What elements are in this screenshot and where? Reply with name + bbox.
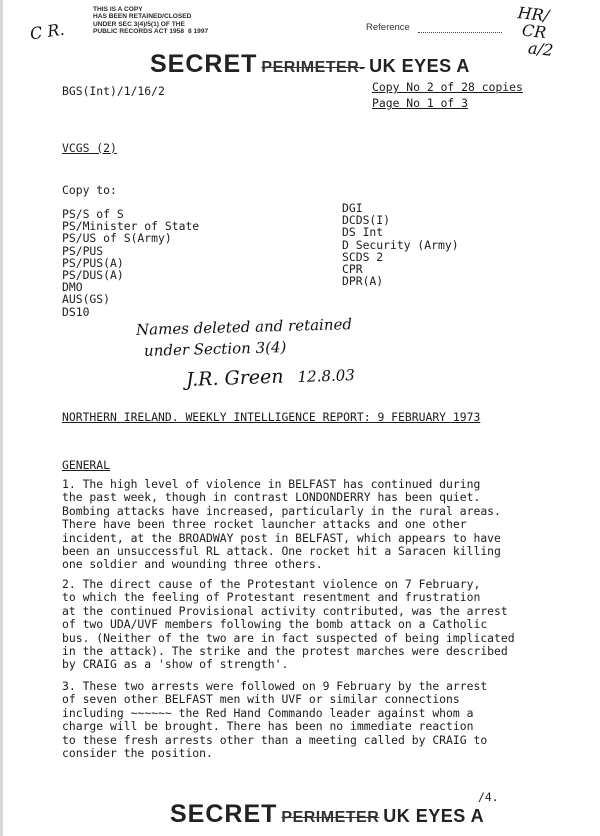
section-heading: GENERAL: [62, 458, 111, 472]
copy-recipient: DS10: [62, 304, 90, 319]
copy-recipient: DS Int: [342, 225, 384, 240]
paragraph-line: of two UDA/UVF members following the bomb attack on a Catholic: [62, 617, 488, 632]
paragraph-2: [62, 578, 582, 672]
corner-annotation-line: CR: [521, 20, 548, 43]
paragraph-line: incident, at the BROADWAY post in BELFAST, which appears to have: [62, 530, 501, 545]
archive-stamp-line: UNDER SEC 3(4)/5(1) OF THE: [93, 20, 185, 28]
classification-footer: [170, 800, 484, 829]
handwritten-note-line: Names deleted and retained: [135, 315, 353, 339]
copy-number: Copy No 2 of 28 copies: [372, 80, 523, 94]
corner-annotation: [513, 4, 557, 59]
copy-recipient: AUS(GS): [62, 292, 111, 307]
copy-recipient: DMO: [62, 280, 83, 295]
copy-recipient: PS/PUS: [62, 243, 104, 258]
archive-stamp-line: THIS IS A COPY: [93, 6, 143, 13]
copy-recipient: PS/S of S: [62, 207, 124, 221]
copy-recipient: CPR: [342, 262, 363, 277]
paragraph-line: 3. These two arrests were followed on 9 February by the arrest: [62, 679, 488, 693]
paragraph-line: in the attack). The strike and the protest marches were described: [62, 644, 508, 659]
copy-recipient: D Security (Army): [342, 237, 459, 252]
reference-line: [418, 32, 502, 33]
paragraph-line: to which the feeling of Protestant resentment and frustration: [62, 590, 481, 605]
paragraph-line: by CRAIG as a 'show of strength'.: [62, 657, 289, 672]
copy-to-label: Copy to:: [62, 183, 117, 197]
report-title: NORTHERN IRELAND. WEEKLY INTELLIGENCE REPORT: 9 FEBRUARY 1973: [62, 410, 481, 424]
reference-label: Reference: [366, 22, 410, 33]
paragraph-1: [62, 478, 582, 572]
copy-recipient: DPR(A): [342, 274, 384, 289]
paragraph-line: 2. The direct cause of the Protestant violence on 7 February,: [62, 577, 481, 591]
archive-stamp-line: HAS BEEN RETAINED/CLOSED: [93, 13, 192, 21]
paragraph-line: There have been three rocket launcher attacks and one other: [62, 517, 467, 532]
handwritten-date: 12.8.03: [297, 366, 356, 387]
archive-stamp: [93, 6, 208, 36]
copy-recipient: PS/PUS(A): [62, 255, 124, 270]
corner-annotation-line: HR/: [516, 3, 551, 26]
copy-recipient: DGI: [342, 201, 363, 215]
copy-to-right-list: [342, 202, 459, 287]
copy-recipient: DCDS(I): [342, 213, 391, 228]
handwritten-initials: C R.: [28, 19, 66, 44]
paragraph-line: charge will be brought. There has been no immediate reaction: [62, 719, 474, 734]
paragraph-line: been an unsuccessful RL attack. One rocket hit a Saracen killing: [62, 544, 501, 559]
paragraph-line: Bombing attacks have increased, particularly in the rural areas.: [62, 503, 501, 518]
paragraph-line: consider the position.: [62, 746, 213, 761]
archive-stamp-date: 8 1997: [188, 28, 209, 36]
handwritten-signature-block: [186, 363, 355, 391]
copy-recipient: PS/DUS(A): [62, 268, 124, 283]
handwritten-signature: J.R. Green: [185, 365, 284, 391]
copy-recipient: PS/US of S(Army): [62, 231, 172, 246]
file-reference: BGS(Int)/1/16/2: [62, 84, 165, 98]
uk-eyes-marking: UK EYES A: [383, 806, 485, 826]
copy-recipient: SCDS 2: [342, 249, 384, 264]
continuation-marker: /4.: [478, 790, 499, 804]
copy-to-left-list: [62, 208, 199, 318]
paragraph-line: of seven other BELFAST men with UVF or similar connections: [62, 692, 460, 707]
page-number: Page No 1 of 3: [372, 96, 469, 110]
paragraph-line: one soldier and wounding three others.: [62, 557, 323, 572]
addressee: VCGS (2): [62, 141, 117, 155]
paragraph-line: bus. (Neither of the two are in fact suspected of being implicated: [62, 630, 515, 645]
paragraph-line: 1. The high level of violence in BELFAST has continued during: [62, 477, 481, 491]
copy-recipient: PS/Minister of State: [62, 219, 200, 234]
secret-marking: SECRET: [170, 800, 278, 828]
secret-marking: SECRET: [150, 50, 258, 78]
handwritten-note-line: under Section 3(4): [143, 338, 287, 360]
paragraph-line: the past week, though in contrast LONDONDERRY has been quiet.: [62, 490, 481, 505]
paragraph-line: at the continued Provisional activity contributed, was the arrest: [62, 603, 508, 618]
paragraph-3: [62, 680, 582, 760]
scan-edge: [0, 0, 3, 836]
uk-eyes-marking: UK EYES A: [369, 56, 470, 76]
perimeter-marking: PERIMETER: [281, 809, 380, 826]
paragraph-line: to these fresh arrests other than a meeting called by CRAIG to: [62, 732, 488, 747]
archive-stamp-line: PUBLIC RECORDS ACT 1958: [93, 28, 184, 36]
classification-header: [150, 50, 470, 79]
perimeter-marking: PERIMETER-: [261, 59, 366, 76]
paragraph-line: including ~~~~~~ the Red Hand Commando leader against whom a: [62, 705, 474, 720]
corner-annotation-line: a/2: [527, 38, 555, 60]
